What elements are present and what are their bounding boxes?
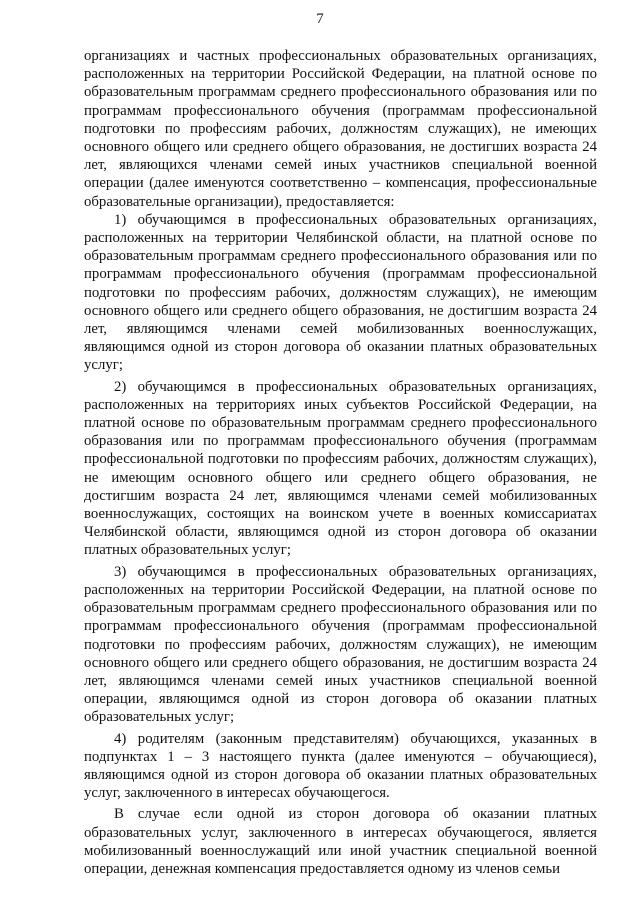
page-number: 7 xyxy=(316,11,324,27)
paragraph-item-4: 4) родителям (законным представителям) обучающихся, указанных в подпунктах 1 – 3 настоящего пункта (далее именуются – обучающиеся), являющимся одной из сторон договора об оказании платных образовательных услуг, заключенного в интересах обучающегося. xyxy=(84,730,597,802)
paragraph-compensation-note: В случае если одной из сторон договора об оказании платных образовательных услуг, заключенного в интересах обучающегося, является мобилизованный военнослужащий или иной участник специальной военной операции, денежная компенсация предоставляется одному из членов семьи xyxy=(84,806,597,877)
paragraph-item-2: 2) обучающимся в профессиональных образовательных организациях, расположенных на территориях иных субъектов Российской Федерации, на платной основе по образовательным программам среднего профессионального образования или по программам профессионального обучения (программам профессиональной подготовки по профессиям рабочих, должностям служащих), не имеющим основного общего или среднего общего образования, не достигшим возраста 24 лет, являющимся членами семей мобилизованных военнослужащих, состоящих на воинском учете в военных комиссариатах Челябинской области, являющимся одной из сторон договора об оказании платных образовательных услуг; xyxy=(84,378,597,559)
paragraph-item-3: 3) обучающимся в профессиональных образовательных организациях, расположенных на территории Российской Федерации, на платной основе по образовательным программам среднего профессионального образования или по программам профессионального обучения (программам профессиональной подготовки по профессиям рабочих, должностям служащих), не имеющим основного общего или среднего общего образования, не достигшим возраста 24 лет, являющимся членами семей иных участников специальной военной операции, являющимся одной из сторон договора об оказании платных образовательных услуг; xyxy=(84,563,597,726)
paragraph-intro-continuation: организациях и частных профессиональных образовательных организациях, расположенных на территории Российской Федерации, на платной основе по образовательным программам среднего профессионального образования или по программам профессионального обучения (программам профессиональной подготовки по профессиям рабочих, должностям служащих), не имеющих основного общего или среднего общего образования, не достигших возраста 24 лет, являющихся членами семей иных участников специальной военной операции (далее именуются соответственно – компенсация, профессиональные образовательные организации), предоставляется: xyxy=(84,48,597,210)
document-body xyxy=(84,47,597,878)
paragraph-item-1: 1) обучающимся в профессиональных образовательных организациях, расположенных на территории Челябинской области, на платной основе по образовательным программам среднего профессионального образования или по программам профессионального обучения (программам профессиональной подготовки по профессиям рабочих, должностям служащих), не имеющим основного общего или среднего общего образования, не достигшим возраста 24 лет, являющимся членами семей мобилизованных военнослужащих, являющимся одной из сторон договора об оказании платных образовательных услуг; xyxy=(84,211,597,374)
